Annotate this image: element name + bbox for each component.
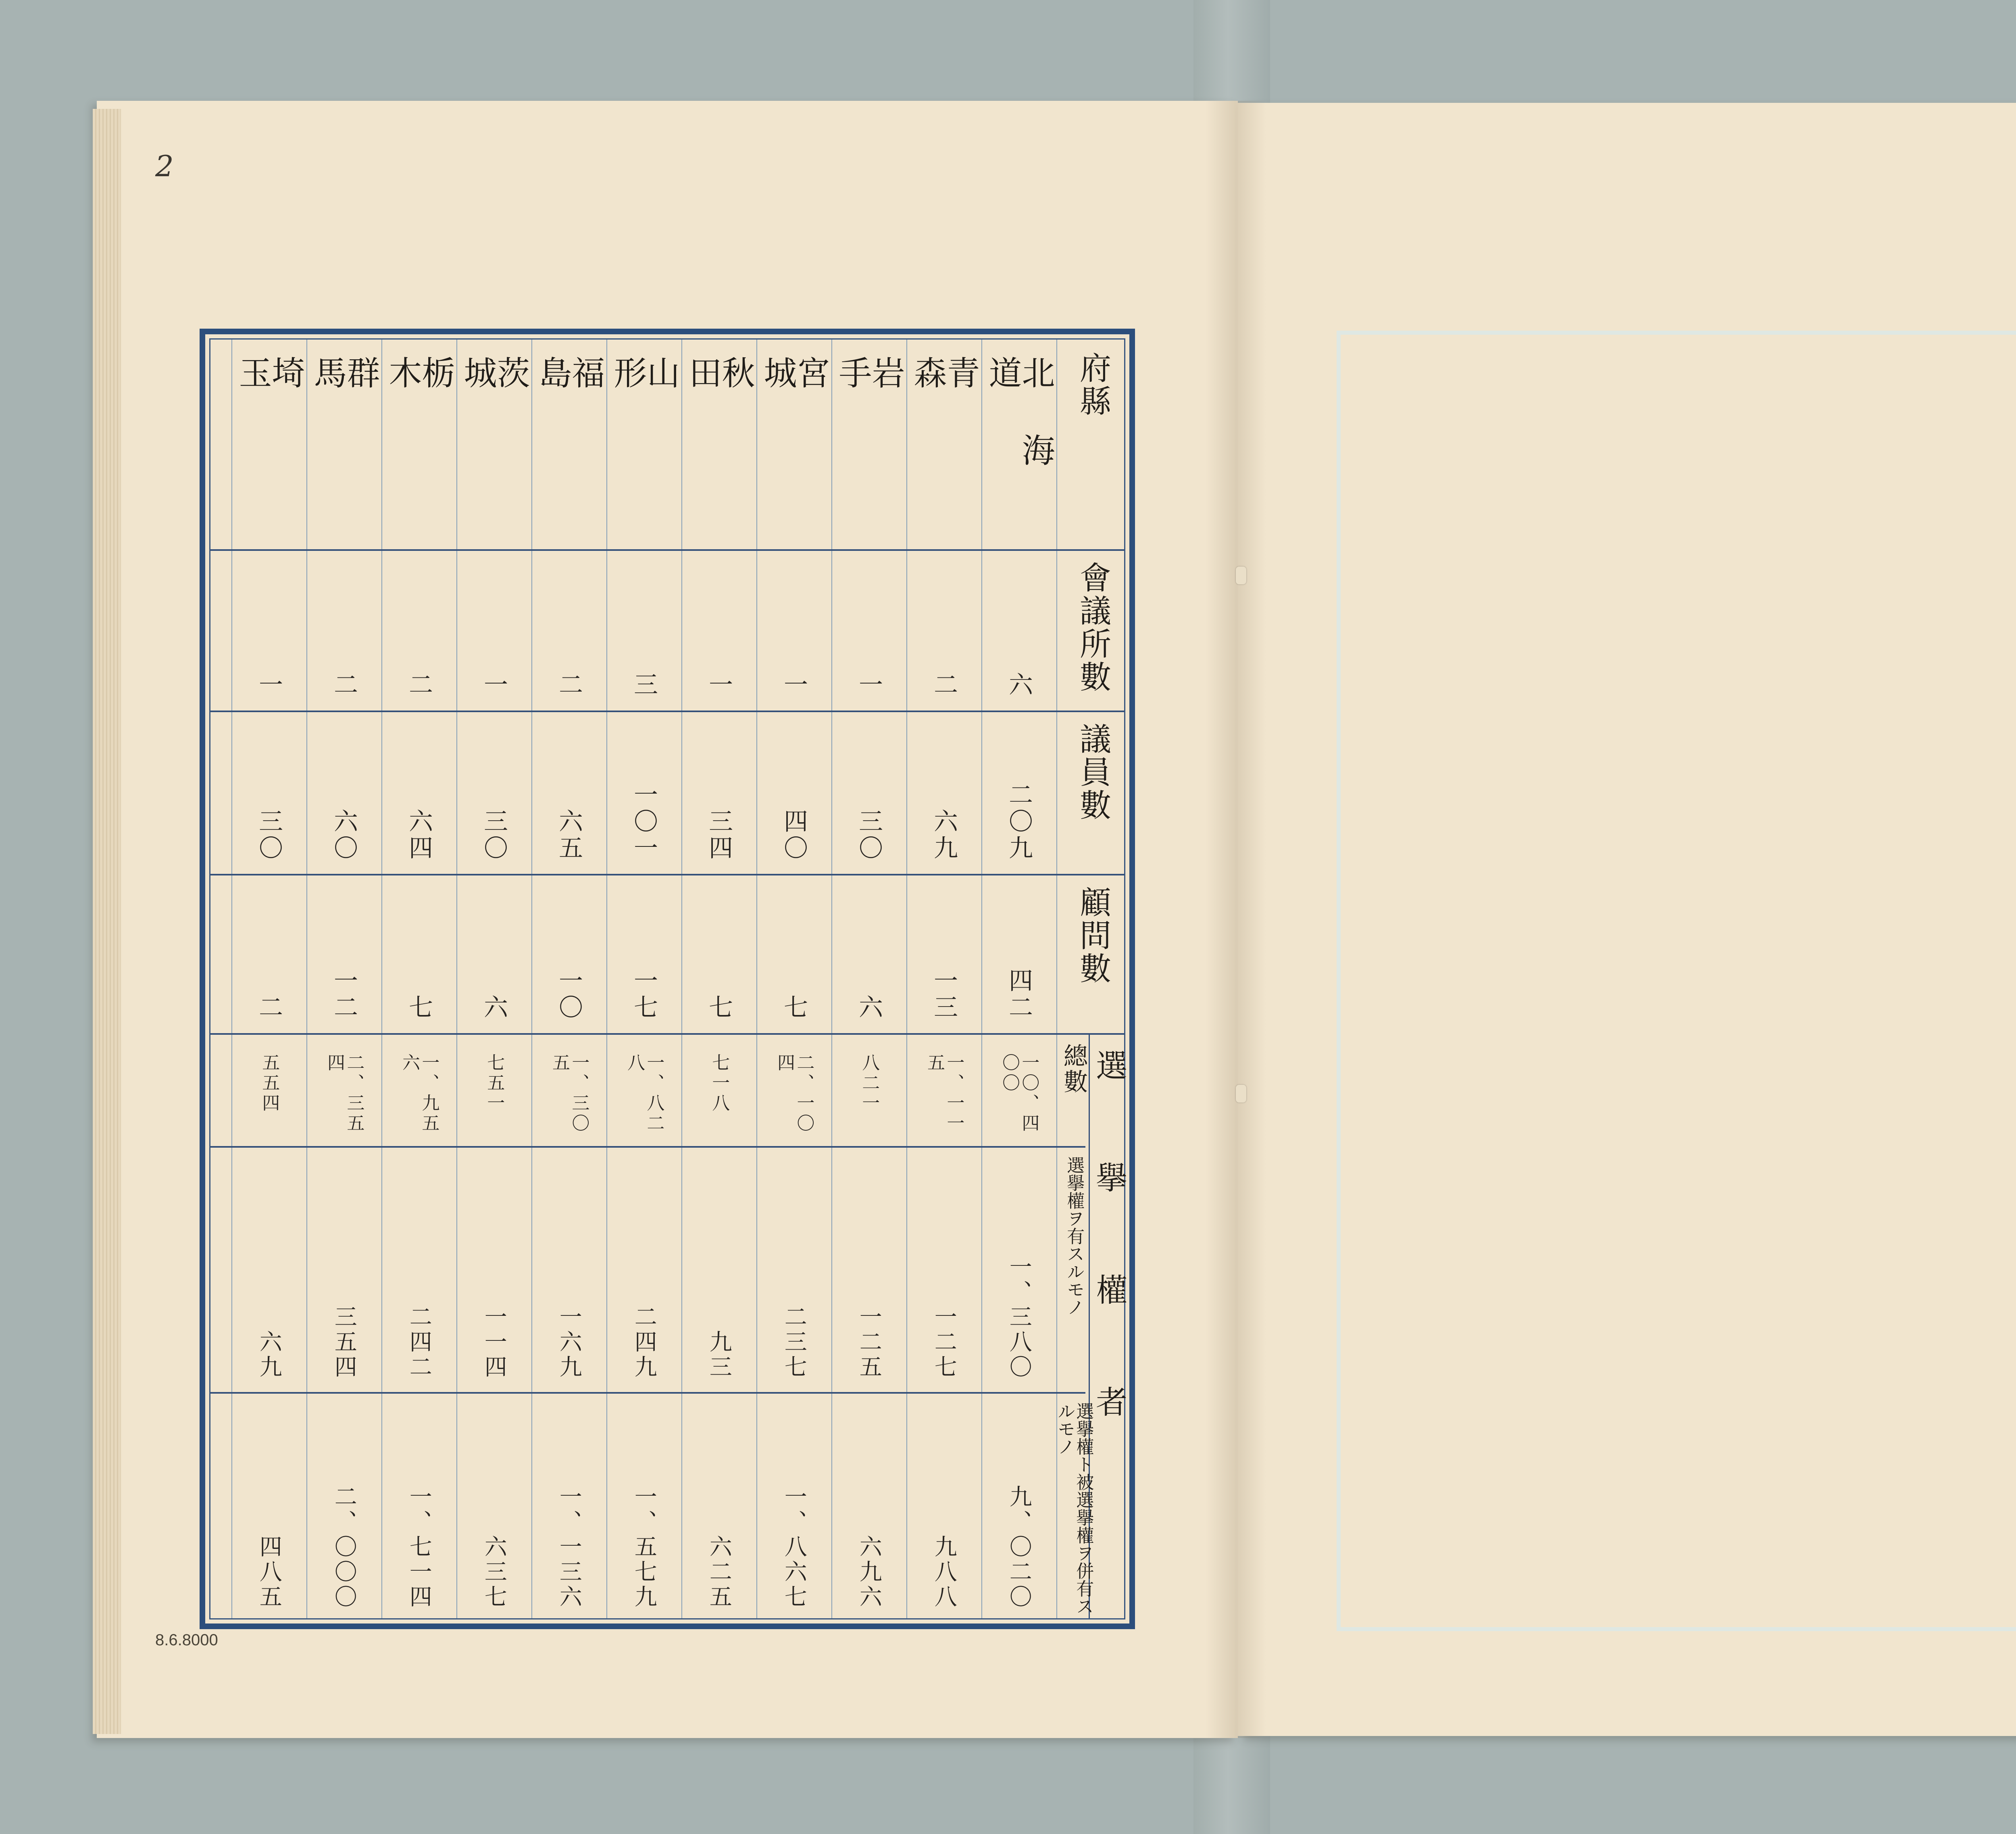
- show-through-frame: [1337, 331, 2016, 1631]
- data-cell: [383, 727, 455, 862]
- header-have-rights: 選擧權ヲ有スルモノ: [1064, 1156, 1085, 1316]
- data-cell: [908, 727, 980, 862]
- table-value: 三四: [705, 809, 733, 862]
- data-cell: [533, 565, 605, 698]
- prefecture-name: 宮城: [758, 356, 830, 486]
- data-cell: [233, 1162, 305, 1380]
- header-advisor-count-cell: [1060, 886, 1125, 1029]
- table-value: 二〇九: [1005, 782, 1033, 862]
- header-have-rights-cell: [1059, 1156, 1089, 1388]
- data-cell: [683, 1408, 755, 1610]
- data-cell: [458, 1162, 530, 1380]
- data-cell: [833, 1408, 905, 1610]
- data-cell: [608, 727, 680, 862]
- table-value: 一二七: [931, 1305, 957, 1380]
- data-cell: [383, 1408, 455, 1610]
- row-divider: [210, 549, 1124, 551]
- print-code: 8.6.8000: [155, 1631, 218, 1649]
- table-value: 二四九: [631, 1305, 657, 1380]
- table-value: 一二五: [856, 1305, 882, 1380]
- data-cell: [308, 1408, 380, 1610]
- table-value: 六: [855, 994, 883, 1021]
- data-cell: [983, 1408, 1055, 1610]
- table-value: 二、〇〇〇: [331, 1485, 357, 1610]
- prefecture-name: 岩手: [833, 356, 905, 486]
- data-cell: [758, 1053, 830, 1138]
- data-cell: [533, 727, 605, 862]
- header-second-rights: 選擧權ト被選擧權ヲ併有スルモノ: [1054, 1402, 1094, 1615]
- table-value: 六: [480, 994, 508, 1021]
- table-value: 三五四: [331, 1305, 357, 1380]
- prefecture-name-cell: [608, 356, 680, 537]
- table-value: 一: [480, 672, 508, 698]
- column-divider: [381, 340, 382, 1618]
- table-value: 一、八二八: [624, 1053, 664, 1134]
- prefecture-name: 茨城: [458, 356, 530, 486]
- data-cell: [233, 890, 305, 1021]
- data-cell: [758, 890, 830, 1021]
- table-value: 一七: [630, 968, 658, 1021]
- table-value: 二: [405, 672, 433, 698]
- data-cell: [308, 1053, 380, 1138]
- row-divider: [210, 711, 1124, 712]
- left-page-fore-edge: [93, 109, 121, 1734]
- data-cell: [458, 1408, 530, 1610]
- column-divider: [831, 340, 832, 1618]
- header-prefecture: 府縣: [1075, 352, 1111, 418]
- table-value: 二: [330, 672, 358, 698]
- data-cell: [533, 1053, 605, 1138]
- prefecture-name: 秋田: [683, 356, 755, 486]
- data-cell: [533, 1408, 605, 1610]
- table-value: 五五四: [259, 1053, 280, 1114]
- data-cell: [458, 890, 530, 1021]
- header-advisor-count: 顧問數: [1075, 886, 1111, 985]
- table-value: 六二五: [706, 1535, 732, 1610]
- table-value: 七: [405, 994, 433, 1021]
- header-prefecture-cell: [1060, 352, 1125, 545]
- prefecture-name: 青森: [908, 356, 980, 486]
- table-value: 九、〇二〇: [1006, 1485, 1032, 1610]
- column-divider: [456, 340, 457, 1618]
- table-value: 一〇、四〇〇: [999, 1053, 1039, 1134]
- data-cell: [908, 1053, 980, 1138]
- header-total: 總數: [1060, 1043, 1088, 1095]
- table-value: 六〇: [330, 809, 358, 862]
- header-voting-rights-cell: [1093, 1049, 1125, 1606]
- table-value: 一、一三六: [556, 1485, 582, 1610]
- table-value: 七一八: [709, 1053, 730, 1114]
- table-value: 六五: [555, 809, 583, 862]
- data-cell: [833, 565, 905, 698]
- prefecture-name: 埼玉: [233, 356, 305, 486]
- data-cell: [983, 890, 1055, 1021]
- data-cell: [983, 727, 1055, 862]
- row-divider: [210, 1392, 1085, 1394]
- table-value: 三〇: [480, 809, 508, 862]
- statistics-table: [200, 329, 1135, 1629]
- data-cell: [908, 890, 980, 1021]
- row-divider: [210, 874, 1124, 875]
- table-value: 六九六: [856, 1535, 882, 1610]
- page-number: 2: [155, 149, 174, 183]
- data-cell: [458, 1053, 530, 1138]
- column-divider: [606, 340, 607, 1618]
- data-cell: [308, 1162, 380, 1380]
- table-value: 二四二: [406, 1305, 432, 1380]
- data-cell: [758, 1408, 830, 1610]
- column-divider: [681, 340, 682, 1618]
- table-value: 一六九: [556, 1305, 582, 1380]
- binding-staple: [1236, 567, 1246, 584]
- table-inner-border: [209, 338, 1125, 1619]
- table-value: 七: [780, 994, 808, 1021]
- column-divider: [756, 340, 757, 1618]
- table-value: 二三七: [781, 1305, 807, 1380]
- table-value: 四〇: [780, 809, 808, 862]
- data-cell: [683, 890, 755, 1021]
- table-value: 一、八六七: [781, 1485, 807, 1610]
- prefecture-name: 山形: [608, 356, 680, 486]
- table-value: 二、三五四: [324, 1053, 364, 1134]
- data-cell: [758, 565, 830, 698]
- table-value: 一、三〇五: [549, 1053, 589, 1134]
- data-cell: [308, 890, 380, 1021]
- table-value: 一: [255, 672, 283, 698]
- data-cell: [983, 565, 1055, 698]
- table-value: 七五一: [484, 1053, 505, 1114]
- data-cell: [383, 890, 455, 1021]
- table-value: 四二: [1005, 968, 1033, 1021]
- data-cell: [683, 727, 755, 862]
- data-cell: [683, 1053, 755, 1138]
- table-value: 八二一: [859, 1053, 880, 1114]
- prefecture-name-cell: [533, 356, 605, 537]
- table-value: 一: [780, 672, 808, 698]
- data-cell: [683, 1162, 755, 1380]
- table-value: 三: [630, 672, 658, 698]
- prefecture-name-cell: [383, 356, 455, 537]
- data-cell: [833, 1162, 905, 1380]
- prefecture-name-cell: [683, 356, 755, 537]
- data-cell: [608, 1162, 680, 1380]
- header-member-count-cell: [1060, 723, 1125, 870]
- table-value: 七: [705, 994, 733, 1021]
- header-total-cell: [1059, 1043, 1089, 1142]
- header-conference-count: 會議所數: [1075, 561, 1111, 694]
- prefecture-name: 北海道: [983, 356, 1055, 511]
- data-cell: [833, 727, 905, 862]
- header-second-rights-cell: [1054, 1402, 1094, 1618]
- table-value: 二: [555, 672, 583, 698]
- prefecture-name-cell: [233, 356, 305, 537]
- prefecture-name: 福島: [533, 356, 605, 486]
- table-value: 二: [255, 994, 283, 1021]
- data-cell: [833, 1053, 905, 1138]
- table-value: 一一四: [481, 1305, 507, 1380]
- table-value: 一二: [330, 968, 358, 1021]
- table-value: 三〇: [855, 809, 883, 862]
- data-cell: [383, 1162, 455, 1380]
- table-value: 一〇: [555, 968, 583, 1021]
- data-cell: [233, 727, 305, 862]
- table-value: 九八八: [931, 1535, 957, 1610]
- column-divider: [231, 340, 232, 1618]
- table-value: 一、一一五: [924, 1053, 964, 1134]
- data-cell: [608, 1053, 680, 1138]
- data-cell: [458, 727, 530, 862]
- table-value: 一、三八〇: [1006, 1255, 1032, 1380]
- data-cell: [983, 1053, 1055, 1138]
- column-divider: [981, 340, 982, 1618]
- data-cell: [458, 565, 530, 698]
- data-cell: [683, 565, 755, 698]
- column-divider: [906, 340, 907, 1618]
- data-cell: [233, 1408, 305, 1610]
- table-value: 一: [705, 672, 733, 698]
- table-value: 九三: [706, 1330, 732, 1380]
- data-cell: [758, 1162, 830, 1380]
- table-value: 六九: [930, 809, 958, 862]
- table-value: 三〇: [255, 809, 283, 862]
- binding-staple: [1236, 1085, 1246, 1102]
- data-cell: [533, 1162, 605, 1380]
- data-cell: [383, 565, 455, 698]
- prefecture-name: 群馬: [308, 356, 380, 486]
- header-member-count: 議員數: [1075, 723, 1111, 822]
- table-value: 六九: [256, 1330, 282, 1380]
- data-cell: [608, 1408, 680, 1610]
- prefecture-name-cell: [308, 356, 380, 537]
- prefecture-name-cell: [983, 356, 1055, 537]
- table-value: 四八五: [256, 1535, 282, 1610]
- header-voting-rights: 選擧權者: [1091, 1049, 1127, 1498]
- book-gutter: [1206, 101, 1266, 1738]
- prefecture-name-cell: [833, 356, 905, 537]
- table-value: 六: [1005, 672, 1033, 698]
- data-cell: [908, 1408, 980, 1610]
- table-value: 一、七一四: [406, 1485, 432, 1610]
- data-cell: [758, 727, 830, 862]
- row-divider: [210, 1146, 1085, 1148]
- data-cell: [983, 1162, 1055, 1380]
- table-value: 一: [855, 672, 883, 698]
- data-cell: [233, 565, 305, 698]
- data-cell: [533, 890, 605, 1021]
- data-cell: [908, 1162, 980, 1380]
- data-cell: [383, 1053, 455, 1138]
- prefecture-name-cell: [908, 356, 980, 537]
- data-cell: [908, 565, 980, 698]
- table-value: 二、一〇四: [774, 1053, 814, 1134]
- data-cell: [308, 565, 380, 698]
- table-value: 一三: [930, 968, 958, 1021]
- data-cell: [233, 1053, 305, 1138]
- table-value: 二: [930, 672, 958, 698]
- data-cell: [608, 565, 680, 698]
- header-conference-count-cell: [1060, 561, 1125, 707]
- column-divider: [306, 340, 307, 1618]
- table-value: 六四: [405, 809, 433, 862]
- row-divider: [210, 1033, 1124, 1035]
- table-value: 一、五七九: [631, 1485, 657, 1610]
- data-cell: [833, 890, 905, 1021]
- table-value: 一、九五六: [399, 1053, 439, 1134]
- prefecture-name-cell: [458, 356, 530, 537]
- data-cell: [608, 890, 680, 1021]
- data-cell: [308, 727, 380, 862]
- column-divider: [531, 340, 532, 1618]
- prefecture-name: 栃木: [383, 356, 455, 486]
- table-value: 六三七: [481, 1535, 507, 1610]
- table-value: 一〇一: [630, 782, 658, 862]
- prefecture-name-cell: [758, 356, 830, 537]
